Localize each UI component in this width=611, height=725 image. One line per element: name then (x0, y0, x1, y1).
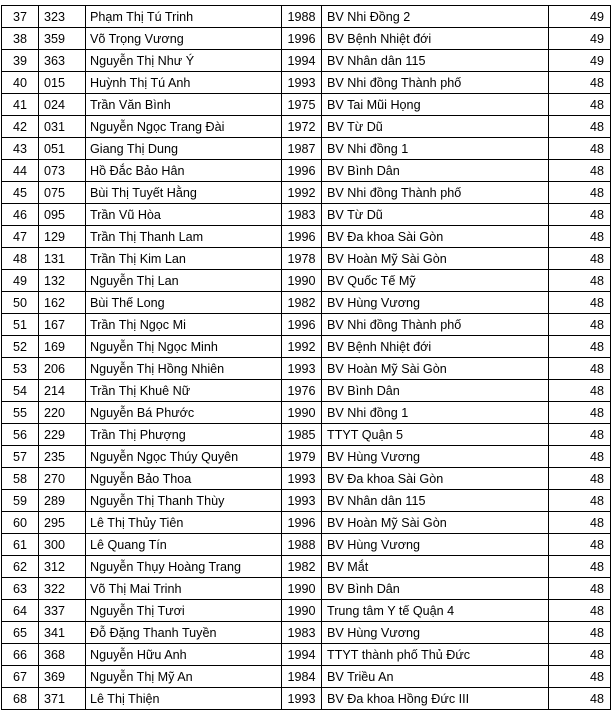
table-row (2, 468, 611, 490)
table-row (2, 666, 611, 688)
table-row (2, 138, 611, 160)
score-cell: 48 (549, 600, 611, 622)
table-row (2, 292, 611, 314)
name-cell: Giang Thị Dung (86, 138, 282, 160)
name-cell: Võ Trọng Vương (86, 28, 282, 50)
table-row (2, 248, 611, 270)
name-cell: Trần Vũ Hòa (86, 204, 282, 226)
row-number-cell: 44 (2, 160, 39, 182)
code-cell: 167 (39, 314, 86, 336)
name-cell: Bùi Thị Tuyết Hằng (86, 182, 282, 204)
code-cell: 206 (39, 358, 86, 380)
name-cell: Nguyễn Bảo Thoa (86, 468, 282, 490)
row-number-cell: 61 (2, 534, 39, 556)
hospital-cell: BV Bệnh Nhiệt đới (322, 336, 549, 358)
score-cell: 48 (549, 688, 611, 710)
score-cell: 48 (549, 468, 611, 490)
birth-year-cell: 1975 (282, 94, 322, 116)
score-cell: 48 (549, 358, 611, 380)
hospital-cell: BV Từ Dũ (322, 204, 549, 226)
hospital-cell: BV Bình Dân (322, 160, 549, 182)
table-row (2, 556, 611, 578)
name-cell: Trần Văn Bình (86, 94, 282, 116)
score-cell: 49 (549, 28, 611, 50)
code-cell: 323 (39, 6, 86, 28)
hospital-cell: TTYT thành phố Thủ Đức (322, 644, 549, 666)
hospital-cell: BV Mắt (322, 556, 549, 578)
score-cell: 48 (549, 622, 611, 644)
row-number-cell: 68 (2, 688, 39, 710)
table-row (2, 622, 611, 644)
row-number-cell: 62 (2, 556, 39, 578)
code-cell: 024 (39, 94, 86, 116)
score-cell: 48 (549, 72, 611, 94)
hospital-cell: BV Tai Mũi Họng (322, 94, 549, 116)
birth-year-cell: 1983 (282, 622, 322, 644)
birth-year-cell: 1979 (282, 446, 322, 468)
row-number-cell: 39 (2, 50, 39, 72)
code-cell: 073 (39, 160, 86, 182)
name-cell: Nguyễn Hữu Anh (86, 644, 282, 666)
row-number-cell: 60 (2, 512, 39, 534)
row-number-cell: 53 (2, 358, 39, 380)
table-row (2, 424, 611, 446)
birth-year-cell: 1996 (282, 512, 322, 534)
table-row (2, 226, 611, 248)
birth-year-cell: 1990 (282, 600, 322, 622)
score-cell: 48 (549, 336, 611, 358)
name-cell: Nguyễn Thị Ngọc Minh (86, 336, 282, 358)
table-row (2, 204, 611, 226)
row-number-cell: 63 (2, 578, 39, 600)
birth-year-cell: 1992 (282, 182, 322, 204)
code-cell: 015 (39, 72, 86, 94)
hospital-cell: BV Bình Dân (322, 578, 549, 600)
table-row (2, 644, 611, 666)
name-cell: Hồ Đắc Bảo Hân (86, 160, 282, 182)
hospital-cell: BV Hùng Vương (322, 534, 549, 556)
code-cell: 371 (39, 688, 86, 710)
birth-year-cell: 1983 (282, 204, 322, 226)
birth-year-cell: 1993 (282, 358, 322, 380)
birth-year-cell: 1990 (282, 578, 322, 600)
score-cell: 48 (549, 270, 611, 292)
name-cell: Huỳnh Thị Tú Anh (86, 72, 282, 94)
row-number-cell: 48 (2, 248, 39, 270)
row-number-cell: 46 (2, 204, 39, 226)
score-cell: 48 (549, 380, 611, 402)
hospital-cell: BV Nhi Đồng 2 (322, 6, 549, 28)
code-cell: 214 (39, 380, 86, 402)
name-cell: Nguyễn Thị Lan (86, 270, 282, 292)
row-number-cell: 50 (2, 292, 39, 314)
birth-year-cell: 1990 (282, 402, 322, 424)
table-row (2, 358, 611, 380)
row-number-cell: 43 (2, 138, 39, 160)
score-cell: 48 (549, 292, 611, 314)
name-cell: Đỗ Đặng Thanh Tuyền (86, 622, 282, 644)
row-number-cell: 58 (2, 468, 39, 490)
birth-year-cell: 1988 (282, 6, 322, 28)
row-number-cell: 55 (2, 402, 39, 424)
hospital-cell: BV Nhi đồng Thành phố (322, 72, 549, 94)
name-cell: Lê Thị Thủy Tiên (86, 512, 282, 534)
table-row (2, 688, 611, 710)
code-cell: 337 (39, 600, 86, 622)
name-cell: Trần Thị Khuê Nữ (86, 380, 282, 402)
score-cell: 48 (549, 556, 611, 578)
code-cell: 075 (39, 182, 86, 204)
row-number-cell: 52 (2, 336, 39, 358)
table-row (2, 270, 611, 292)
code-cell: 300 (39, 534, 86, 556)
name-cell: Nguyễn Thị Mỹ An (86, 666, 282, 688)
birth-year-cell: 1993 (282, 72, 322, 94)
row-number-cell: 45 (2, 182, 39, 204)
code-cell: 051 (39, 138, 86, 160)
table-row (2, 28, 611, 50)
name-cell: Lê Thị Thiện (86, 688, 282, 710)
hospital-cell: BV Hùng Vương (322, 622, 549, 644)
score-cell: 48 (549, 204, 611, 226)
table-row (2, 600, 611, 622)
table-row (2, 72, 611, 94)
birth-year-cell: 1982 (282, 292, 322, 314)
code-cell: 359 (39, 28, 86, 50)
hospital-cell: TTYT Quận 5 (322, 424, 549, 446)
row-number-cell: 54 (2, 380, 39, 402)
name-cell: Phạm Thị Tú Trinh (86, 6, 282, 28)
birth-year-cell: 1978 (282, 248, 322, 270)
birth-year-cell: 1976 (282, 380, 322, 402)
score-cell: 49 (549, 50, 611, 72)
row-number-cell: 65 (2, 622, 39, 644)
score-cell: 48 (549, 446, 611, 468)
table-row (2, 94, 611, 116)
table-row (2, 534, 611, 556)
table-row (2, 314, 611, 336)
name-cell: Nguyễn Ngọc Thúy Quyên (86, 446, 282, 468)
row-number-cell: 56 (2, 424, 39, 446)
name-cell: Nguyễn Thụy Hoàng Trang (86, 556, 282, 578)
score-cell: 48 (549, 666, 611, 688)
birth-year-cell: 1993 (282, 468, 322, 490)
row-number-cell: 47 (2, 226, 39, 248)
score-cell: 48 (549, 512, 611, 534)
hospital-cell: BV Hoàn Mỹ Sài Gòn (322, 512, 549, 534)
name-cell: Bùi Thế Long (86, 292, 282, 314)
birth-year-cell: 1994 (282, 644, 322, 666)
table-row (2, 182, 611, 204)
code-cell: 369 (39, 666, 86, 688)
birth-year-cell: 1972 (282, 116, 322, 138)
score-cell: 48 (549, 490, 611, 512)
hospital-cell: BV Quốc Tế Mỹ (322, 270, 549, 292)
table-row (2, 6, 611, 28)
code-cell: 031 (39, 116, 86, 138)
code-cell: 220 (39, 402, 86, 424)
code-cell: 368 (39, 644, 86, 666)
birth-year-cell: 1990 (282, 270, 322, 292)
hospital-cell: BV Nhi đồng 1 (322, 138, 549, 160)
hospital-cell: BV Hùng Vương (322, 446, 549, 468)
row-number-cell: 40 (2, 72, 39, 94)
code-cell: 270 (39, 468, 86, 490)
row-number-cell: 51 (2, 314, 39, 336)
row-number-cell: 67 (2, 666, 39, 688)
table-row (2, 116, 611, 138)
code-cell: 229 (39, 424, 86, 446)
table-row (2, 336, 611, 358)
row-number-cell: 57 (2, 446, 39, 468)
score-cell: 48 (549, 226, 611, 248)
table-row (2, 380, 611, 402)
name-cell: Trần Thị Thanh Lam (86, 226, 282, 248)
score-cell: 48 (549, 402, 611, 424)
hospital-cell: BV Bệnh Nhiệt đới (322, 28, 549, 50)
name-cell: Nguyễn Thị Thanh Thùy (86, 490, 282, 512)
hospital-cell: BV Hoàn Mỹ Sài Gòn (322, 358, 549, 380)
name-cell: Nguyễn Thị Tươi (86, 600, 282, 622)
birth-year-cell: 1988 (282, 534, 322, 556)
hospital-cell: BV Nhân dân 115 (322, 490, 549, 512)
row-number-cell: 42 (2, 116, 39, 138)
birth-year-cell: 1993 (282, 688, 322, 710)
code-cell: 289 (39, 490, 86, 512)
birth-year-cell: 1984 (282, 666, 322, 688)
name-cell: Nguyễn Bá Phước (86, 402, 282, 424)
birth-year-cell: 1996 (282, 160, 322, 182)
score-cell: 48 (549, 182, 611, 204)
table-row (2, 512, 611, 534)
code-cell: 132 (39, 270, 86, 292)
birth-year-cell: 1993 (282, 490, 322, 512)
score-cell: 48 (549, 160, 611, 182)
table-row (2, 490, 611, 512)
birth-year-cell: 1996 (282, 28, 322, 50)
row-number-cell: 66 (2, 644, 39, 666)
score-cell: 48 (549, 248, 611, 270)
code-cell: 322 (39, 578, 86, 600)
birth-year-cell: 1982 (282, 556, 322, 578)
code-cell: 162 (39, 292, 86, 314)
row-number-cell: 37 (2, 6, 39, 28)
score-cell: 48 (549, 578, 611, 600)
code-cell: 235 (39, 446, 86, 468)
birth-year-cell: 1985 (282, 424, 322, 446)
table-body (2, 6, 611, 710)
score-cell: 48 (549, 534, 611, 556)
code-cell: 363 (39, 50, 86, 72)
table-row (2, 160, 611, 182)
row-number-cell: 38 (2, 28, 39, 50)
name-cell: Nguyễn Ngọc Trang Đài (86, 116, 282, 138)
birth-year-cell: 1987 (282, 138, 322, 160)
birth-year-cell: 1994 (282, 50, 322, 72)
birth-year-cell: 1992 (282, 336, 322, 358)
row-number-cell: 49 (2, 270, 39, 292)
row-number-cell: 41 (2, 94, 39, 116)
hospital-cell: Trung tâm Y tế Quận 4 (322, 600, 549, 622)
row-number-cell: 59 (2, 490, 39, 512)
table-row (2, 446, 611, 468)
score-cell: 48 (549, 644, 611, 666)
table-row (2, 402, 611, 424)
hospital-cell: BV Đa khoa Hồng Đức III (322, 688, 549, 710)
name-cell: Trần Thị Ngọc Mi (86, 314, 282, 336)
name-cell: Nguyễn Thị Hồng Nhiên (86, 358, 282, 380)
code-cell: 295 (39, 512, 86, 534)
row-number-cell: 64 (2, 600, 39, 622)
name-cell: Trần Thị Phượng (86, 424, 282, 446)
code-cell: 169 (39, 336, 86, 358)
hospital-cell: BV Đa khoa Sài Gòn (322, 226, 549, 248)
birth-year-cell: 1996 (282, 226, 322, 248)
hospital-cell: BV Đa khoa Sài Gòn (322, 468, 549, 490)
hospital-cell: BV Hoàn Mỹ Sài Gòn (322, 248, 549, 270)
results-table (1, 5, 611, 710)
hospital-cell: BV Triều An (322, 666, 549, 688)
hospital-cell: BV Nhi đồng 1 (322, 402, 549, 424)
table-row (2, 578, 611, 600)
name-cell: Nguyễn Thị Như Ý (86, 50, 282, 72)
hospital-cell: BV Từ Dũ (322, 116, 549, 138)
hospital-cell: BV Bình Dân (322, 380, 549, 402)
name-cell: Trần Thị Kim Lan (86, 248, 282, 270)
code-cell: 312 (39, 556, 86, 578)
code-cell: 131 (39, 248, 86, 270)
hospital-cell: BV Hùng Vương (322, 292, 549, 314)
code-cell: 095 (39, 204, 86, 226)
code-cell: 341 (39, 622, 86, 644)
name-cell: Võ Thị Mai Trinh (86, 578, 282, 600)
score-cell: 48 (549, 138, 611, 160)
hospital-cell: BV Nhi đồng Thành phố (322, 182, 549, 204)
score-cell: 48 (549, 94, 611, 116)
name-cell: Lê Quang Tín (86, 534, 282, 556)
score-cell: 48 (549, 116, 611, 138)
birth-year-cell: 1996 (282, 314, 322, 336)
code-cell: 129 (39, 226, 86, 248)
hospital-cell: BV Nhi đồng Thành phố (322, 314, 549, 336)
score-cell: 49 (549, 6, 611, 28)
table-row (2, 50, 611, 72)
score-cell: 48 (549, 424, 611, 446)
score-cell: 48 (549, 314, 611, 336)
hospital-cell: BV Nhân dân 115 (322, 50, 549, 72)
